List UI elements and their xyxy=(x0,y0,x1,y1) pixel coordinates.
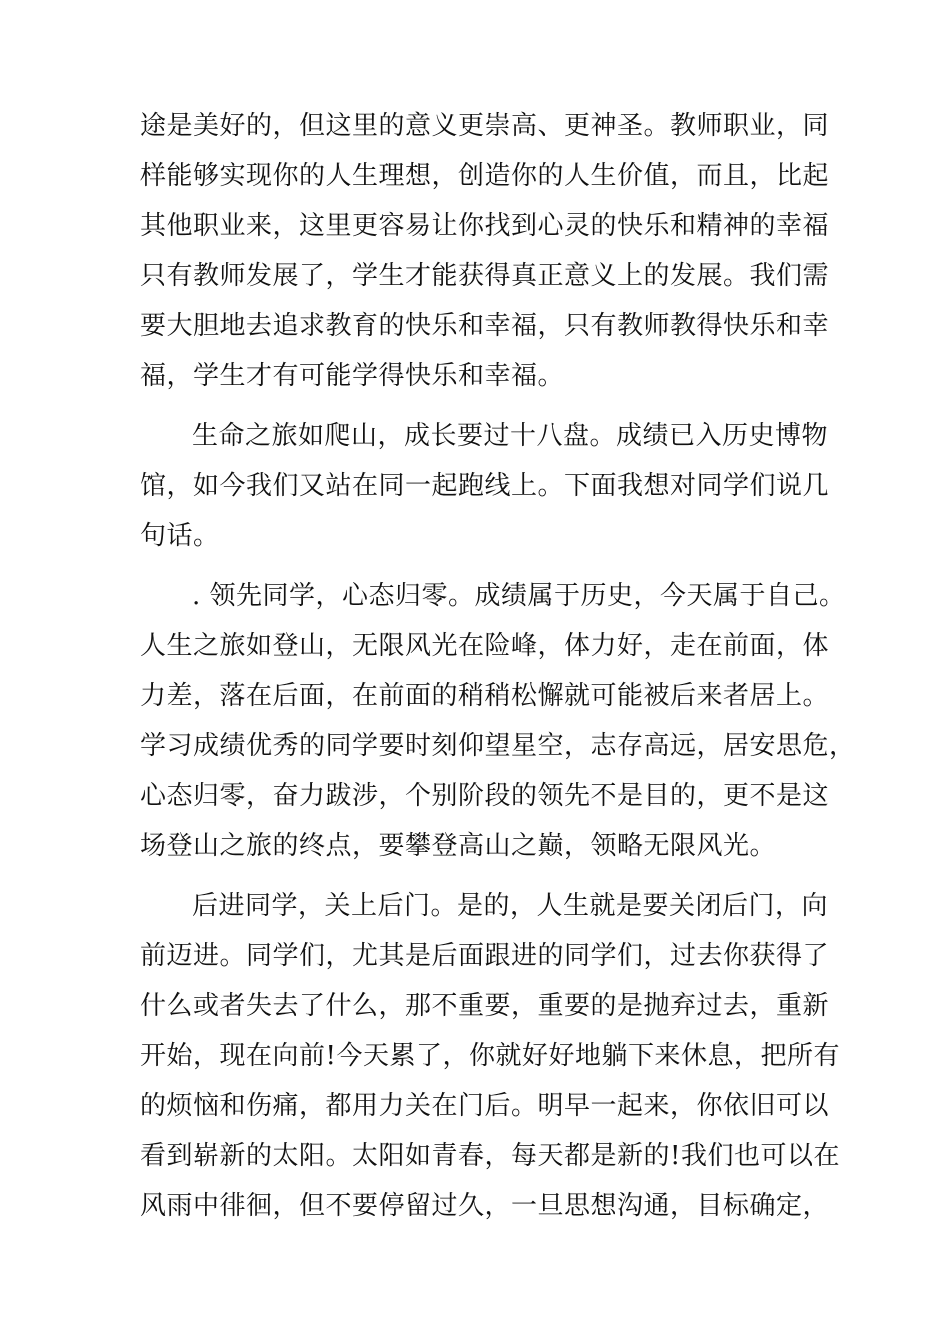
text-line: 什么或者失去了什么，那不重要，重要的是抛弃过去，重新 xyxy=(140,991,830,1021)
text-line: 风雨中徘徊，但不要停留过久，一旦思想沟通，目标确定， xyxy=(140,1191,830,1221)
text-line: 要大胆地去追求教育的快乐和幸福，只有教师教得快乐和幸 xyxy=(140,311,830,341)
text-line: 途是美好的，但这里的意义更崇高、更神圣。教师职业，同 xyxy=(140,111,830,141)
text-line: 生命之旅如爬山，成长要过十八盘。成绩已入历史博物 xyxy=(192,421,829,451)
text-line: 样能够实现你的人生理想，创造你的人生价值，而且，比起 xyxy=(140,161,830,191)
text-line: 看到崭新的太阳。太阳如青春，每天都是新的!我们也可以在 xyxy=(140,1141,840,1171)
text-line: 福，学生才有可能学得快乐和幸福。 xyxy=(140,361,565,391)
text-line: 开始，现在向前!今天累了，你就好好地躺下来休息，把所有 xyxy=(140,1041,840,1071)
text-line: 馆，如今我们又站在同一起跑线上。下面我想对同学们说几 xyxy=(140,471,830,501)
text-line: 人生之旅如登山，无限风光在险峰，体力好，走在前面，体 xyxy=(140,631,830,661)
text-line: 学习成绩优秀的同学要时刻仰望星空，志存高远，居安思危， xyxy=(140,731,856,761)
text-line: 前迈进。同学们，尤其是后面跟进的同学们，过去你获得了 xyxy=(140,941,830,971)
text-line: 句话。 xyxy=(140,521,220,551)
text-line: 的烦恼和伤痛，都用力关在门后。明早一起来，你依旧可以 xyxy=(140,1091,830,1121)
text-line: 力差，落在后面，在前面的稍稍松懈就可能被后来者居上。 xyxy=(140,681,830,711)
text-line: 其他职业来，这里更容易让你找到心灵的快乐和精神的幸福 xyxy=(140,211,830,241)
text-line: . 领先同学，心态归零。成绩属于历史，今天属于自己。 xyxy=(192,581,846,611)
text-line: 后进同学，关上后门。是的，人生就是要关闭后门，向 xyxy=(192,891,829,921)
text-line: 场登山之旅的终点，要攀登高山之巅，领略无限风光。 xyxy=(140,831,777,861)
text-line: 只有教师发展了，学生才能获得真正意义上的发展。我们需 xyxy=(140,261,830,291)
text-line: 心态归零，奋力跋涉，个别阶段的领先不是目的，更不是这 xyxy=(140,781,830,811)
